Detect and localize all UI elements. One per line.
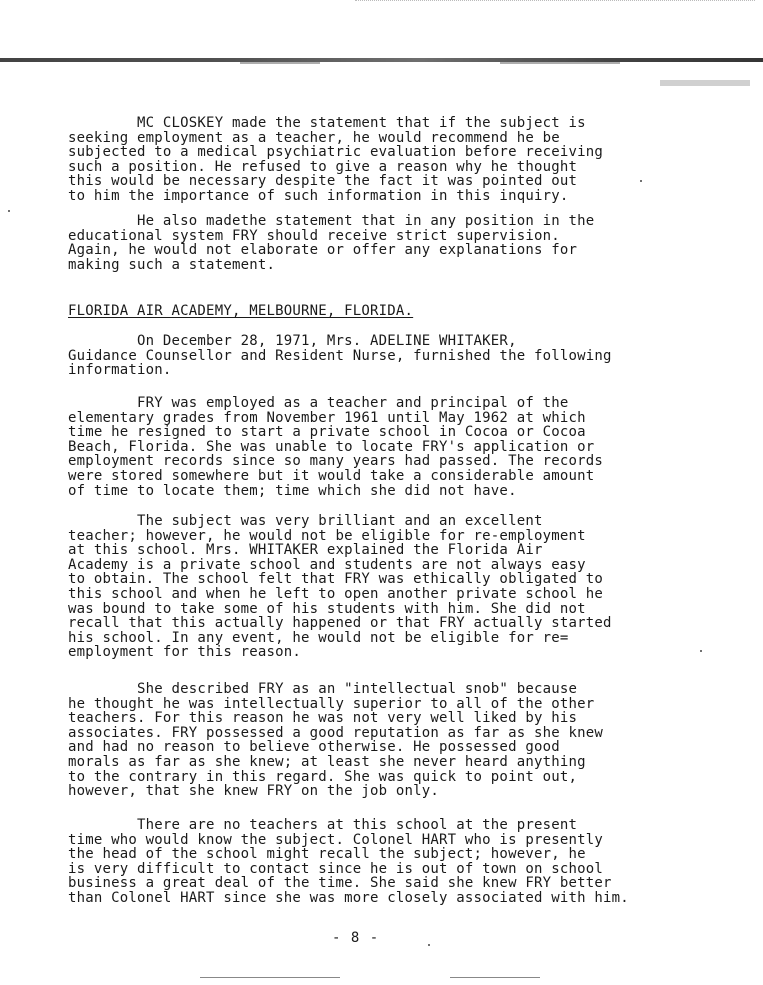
paragraph-colonel-hart: [68, 818, 648, 906]
paragraph-text: On December 28, 1971, Mrs. ADELINE WHITAKER, Guidance Counsellor and Resident Nurse, furnished the following information.: [68, 333, 612, 379]
paragraph-employment: [68, 396, 648, 498]
scan-speck: [700, 650, 702, 652]
scan-speck: [8, 210, 10, 212]
paragraph-text: The subject was very brilliant and an excellent teacher; however, he would not be eligible for re-employment at this school. Mrs. WHITAKER explained the Florida Air Academy is a private school and students are not always easy to obtain. The school felt that FRY was ethically obligated to this school and when he left to open another private school he was bound to take some of his students with him. She did not recall that this actually happened or that FRY actually started his school. In any event, he would not be eligible for re= employment for this reason.: [68, 513, 612, 661]
paragraph-supervision: [68, 214, 648, 272]
section-heading: FLORIDA AIR ACADEMY, MELBOURNE, FLORIDA.: [68, 303, 414, 319]
paragraph-text: FRY was employed as a teacher and principal of the elementary grades from November 1961 until May 1962 at which time he resigned to start a private school in Cocoa or Cocoa Beach, Florida. She was unable to locate FRY's application or employment records since so many years had passed. The records were stored somewhere but it would take a considerable amount of time to locate them; time which she did not have.: [68, 395, 603, 499]
section-heading-block: [68, 304, 648, 319]
page-number: - 8 -: [332, 930, 380, 946]
paragraph-mccloskey-statement: [68, 116, 648, 204]
footer-rule: [200, 977, 340, 978]
paragraph-text: She described FRY as an "intellectual snob" because he thought he was intellectually superior to all of the other teachers. For this reason he was not very well liked by his associates. FRY possessed a good reputation as far as she knew and had no reason to believe otherwise. He possessed good morals as far as she knew; at least she never heard anything to the contrary in this regard. She was quick to point out, however, that she knew FRY on the job only.: [68, 681, 603, 800]
scan-speck: [640, 180, 642, 182]
footer-rule: [450, 977, 540, 978]
paragraph-text: There are no teachers at this school at the present time who would know the subject. Colonel HART who is presently the head of the school might recall the subject; however, he is very difficult to contact since he is out of town on school business a great deal of the time. She said she knew FRY better than Colonel HART since she was more closely associated with him.: [68, 817, 629, 906]
scan-artifact: [240, 62, 320, 64]
paragraph-character: [68, 682, 648, 799]
top-scan-rule: [0, 58, 763, 62]
scan-artifact: [500, 62, 620, 64]
scan-artifact: [660, 80, 750, 86]
top-dotted-line: [355, 0, 755, 2]
scan-speck: [428, 944, 430, 946]
paragraph-text: MC CLOSKEY made the statement that if the subject is seeking employment as a teacher, he would recommend he be subjected to a medical psychiatric evaluation before receiving such a position. He refused to give a reason why he thought this would be necessary despite the fact it was pointed out to him the importance of such information in this inquiry.: [68, 115, 603, 204]
paragraph-text: He also madethe statement that in any position in the educational system FRY should receive strict supervision. Again, he would not elaborate or offer any explanations for making such a statement.: [68, 213, 595, 273]
paragraph-reemployment: [68, 514, 648, 660]
paragraph-interview-intro: [68, 334, 648, 378]
